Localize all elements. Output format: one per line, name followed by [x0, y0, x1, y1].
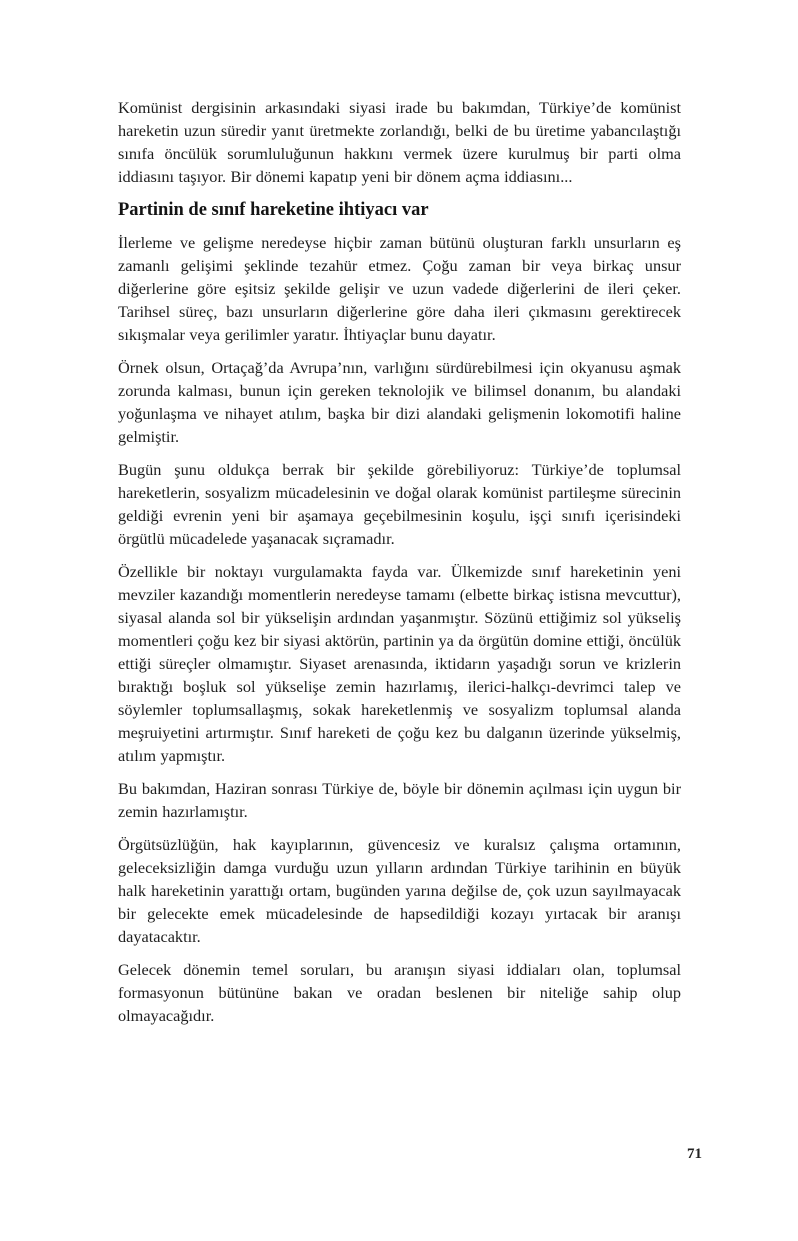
- paragraph: Gelecek dönemin temel soruları, bu aranışın siyasi iddiaları olan, toplumsal formasyonun bütününe bakan ve oradan beslenen bir niteliğe sahip olup olmayacağıdır.: [118, 960, 681, 1025]
- paragraph: Örnek olsun, Ortaçağ’da Avrupa’nın, varlığını sürdürebilmesi için okyanusu aşmak zorunda kalması, bunun için gereken teknolojik ve bilimsel donanım, bu alandaki yoğunlaşma ve nihayet atılım, başka bir dizi alandaki gelişmenin lokomotifi haline gelmiştir.: [118, 358, 681, 446]
- paragraph: Bugün şunu oldukça berrak bir şekilde görebiliyoruz: Türkiye’de toplumsal hareketlerin, sosyalizm mücadelesinin ve doğal olarak komünist partileşme sürecinin geldiği evrenin yeni bir aşamaya geçebilmesinin koşulu, işçi sınıfı içerisindeki örgütlü mücadelede yaşanacak sıçramadır.: [118, 460, 681, 548]
- paragraph: Örgütsüzlüğün, hak kayıplarının, güvencesiz ve kuralsız çalışma ortamının, geleceksizliğin damga vurduğu uzun yılların ardından Türkiye tarihinin en büyük halk hareketinin yarattığı ortam, bugünden yarına değilse de, çok uzun sayılmayacak bir gelecekte emek mücadelesinde de hapsedildiği kozayı yırtacak bir aranışı dayatacaktır.: [118, 835, 681, 946]
- paragraph: Özellikle bir noktayı vurgulamakta fayda var. Ülkemizde sınıf hareketinin yeni mevziler kazandığı momentlerin neredeyse tamamı (elbette birkaç istisna mevcuttur), siyasal alanda sol bir yükselişin ardından yaşanmıştır. Sözünü ettiğimiz sol yükseliş momentleri çoğu kez bir siyasi aktörün, partinin ya da örgütün domine ettiği, öncülük ettiği süreçler olmamıştır. Siyaset arenasında, iktidarın yaşadığı sorun ve krizlerin bıraktığı boşluk sol yükselişe zemin hazırlamış, ilerici-halkçı-devrimci talep ve söylemler toplumsallaşmış, sokak hareketlenmiş ve sosyalizm toplumsal alanda meşruiyetini artırmıştır. Sınıf hareketi de çoğu kez bu dalganın üzerinde yükselmiş, atılım yapmıştır.: [118, 562, 681, 765]
- section-heading: Partinin de sınıf hareketine ihtiyacı var: [118, 200, 429, 220]
- paragraph: Bu bakımdan, Haziran sonrası Türkiye de, böyle bir dönemin açılması için uygun bir zemin hazırlamıştır.: [118, 779, 681, 821]
- paragraph: İlerleme ve gelişme neredeyse hiçbir zaman bütünü oluşturan farklı unsurların eş zamanlı gelişimi şeklinde tezahür etmez. Çoğu zaman bir veya birkaç unsur diğerlerine göre eşitsiz şekilde gelişir ve uzun vadede diğerlerini de ileri çeker. Tarihsel süreç, bazı unsurların diğerlerine göre daha ileri çıkmasını gerektirecek sıkışmalar veya gerilimler yaratır. İhtiyaçlar bunu dayatır.: [118, 233, 681, 344]
- page-number: 71: [687, 1146, 702, 1162]
- paragraph-intro: Komünist dergisinin arkasındaki siyasi irade bu bakımdan, Türkiye’de komünist hareketin uzun süredir yanıt üretmekte zorlandığı, belki de bu üretime yabancılaştığı sınıfa öncülük sorumluluğunun hakkını vermek üzere kurulmuş bir parti olma iddiasını taşıyor. Bir dönemi kapatıp yeni bir dönem açma iddiasını...: [118, 98, 681, 186]
- page-content: [118, 96, 681, 1037]
